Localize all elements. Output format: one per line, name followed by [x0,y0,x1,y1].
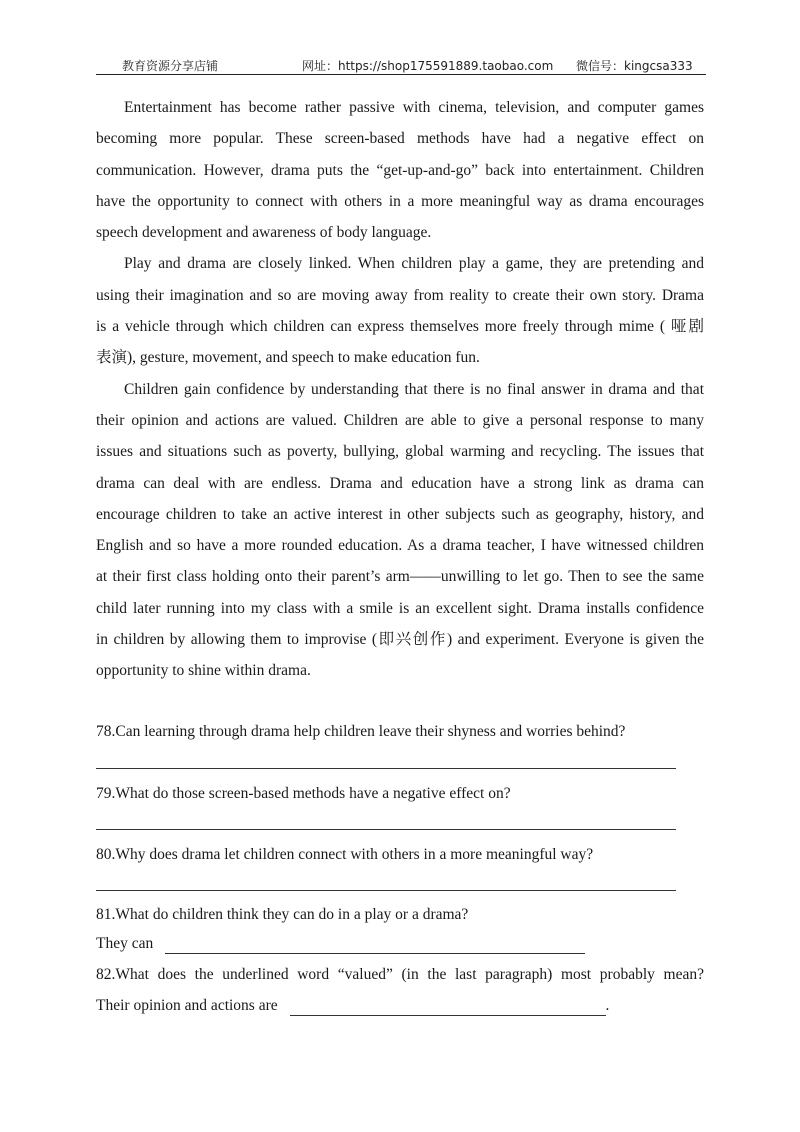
paragraph-1 [96,92,704,248]
question-82: 82.What does the underlined word “valued” (in the last paragraph) most probably mean? [96,966,704,983]
answer-suffix-82: . [605,997,610,1014]
text-line: communication. However, drama puts the “get-up-and-go” back into entertainment. Children [96,161,704,179]
text-line: English and so have a more rounded education. As a drama teacher, I have witnessed children [96,537,704,555]
text-line: 表演), gesture, movement, and speech to make education fun. [96,349,480,367]
answer-blank-81[interactable] [165,938,585,954]
header-wechat: 微信号：kingcsa333 [576,59,693,73]
reading-passage [96,92,704,687]
answer-row-82 [96,996,706,1016]
text-line: at their first class holding onto their parent’s arm——unwilling to let go. Then to see the same [96,568,704,586]
answer-row-81 [96,934,706,954]
page-header [96,56,706,75]
question-80: 80.Why does drama let children connect with others in a more meaningful way? [96,846,594,863]
text-line: speech development and awareness of body language. [96,224,432,242]
answer-prefix-81: They can [96,935,154,952]
paragraph-2 [96,248,704,373]
answer-line-79[interactable] [96,829,676,830]
text-line: Entertainment has become rather passive with cinema, television, and computer games [124,99,704,116]
text-line: their opinion and actions are valued. Children are able to give a personal response to many [96,411,704,429]
text-line: child later running into my class with a smile is an excellent sight. Drama installs confidence [96,599,704,617]
text-line: have the opportunity to connect with others in a more meaningful way as drama encourages [96,192,704,210]
answer-line-80[interactable] [96,890,676,891]
text-line: opportunity to shine within drama. [96,662,311,680]
question-79: 79.What do those screen-based methods have a negative effect on? [96,785,511,802]
text-line: using their imagination and so are moving away from reality to create their own story. Drama [96,286,704,304]
header-shop-name: 教育资源分享店铺 [122,59,219,73]
text-line: becoming more popular. These screen-based methods have had a negative effect on [96,130,704,148]
text-line: in children by allowing them to improvise (即兴创作) and experiment. Everyone is given the [96,631,704,649]
text-line: encourage children to take an active interest in other subjects such as geography, history, and [96,505,704,523]
text-line: drama can deal with are endless. Drama and education have a strong link as drama can [96,474,704,492]
answer-blank-82[interactable] [290,1000,606,1016]
answer-line-78[interactable] [96,768,676,769]
answer-prefix-82: Their opinion and actions are [96,997,278,1014]
header-url: 网址：https://shop175591889.taobao.com [302,59,554,73]
question-81: 81.What do children think they can do in a play or a drama? [96,906,469,923]
text-line: Play and drama are closely linked. When children play a game, they are pretending and [124,255,704,273]
paragraph-3 [96,374,704,687]
question-78: 78.Can learning through drama help children leave their shyness and worries behind? [96,723,626,740]
text-line: is a vehicle through which children can express themselves more freely through mime ( 哑剧 [96,318,704,336]
text-line: Children gain confidence by understanding that there is no final answer in drama and that [124,380,704,398]
text-line: issues and situations such as poverty, bullying, global warming and recycling. The issues that [96,443,704,461]
